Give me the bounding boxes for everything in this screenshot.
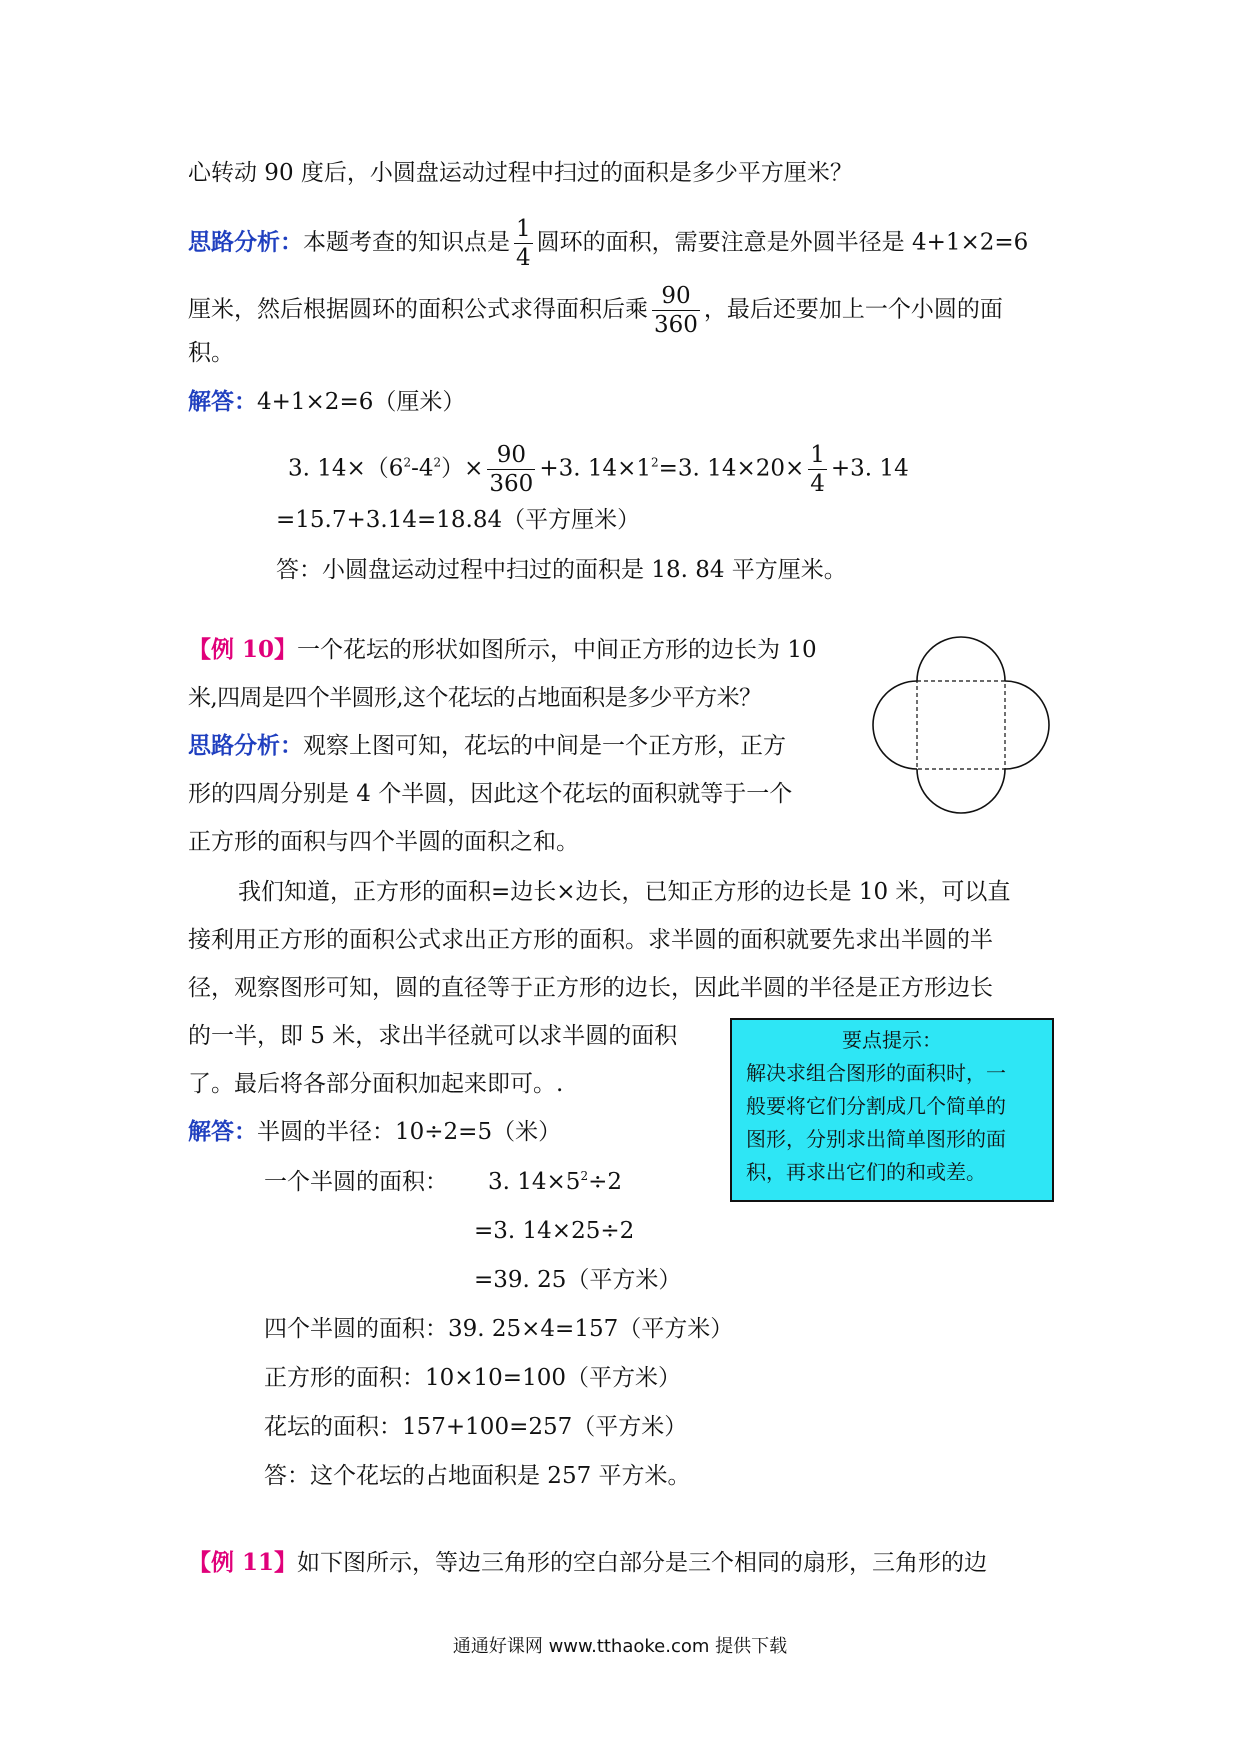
tip-line: 积，再求出它们的和或差。	[746, 1160, 986, 1184]
semicircle-top	[917, 637, 1005, 681]
tip-box	[730, 1018, 1054, 1202]
analysis-label: 思路分析：	[188, 228, 303, 256]
answer-line: 花坛的面积：157+100=257（平方米）	[264, 1414, 688, 1440]
answer-line: 四个半圆的面积：39. 25×4=157（平方米）	[264, 1316, 734, 1342]
semicircle-right	[1005, 681, 1049, 769]
analysis-line: 厘米，然后根据圆环的面积公式求得面积后乘 $\frac{90}{360}$ ，最后还要加上一个小圆的面	[188, 283, 1003, 338]
example-tag: 【例 11】	[188, 1549, 298, 1576]
answer-line: 正方形的面积：10×10=100（平方米）	[264, 1365, 681, 1391]
answer-line: 一个半圆的面积：	[264, 1169, 448, 1195]
answer-line: 解答：4+1×2=6（厘米）	[188, 388, 466, 415]
semicircle-bottom	[917, 769, 1005, 813]
text-line: 米,四周是四个半圆形,这个花坛的占地面积是多少平方米？	[188, 685, 762, 711]
answer-line: 答：小圆盘运动过程中扫过的面积是 18. 84 平方厘米。	[276, 557, 847, 583]
fraction: $\frac{1}{4}$	[810, 442, 825, 497]
calc-line: 3. $14\times(6^2-4^2)\times$ $\frac{90}{360}$ +3. $14\times 1^2=3$. 14×20× $\frac{1}{4}$ +3. 14	[288, 442, 909, 497]
fraction: $\frac{90}{360}$	[654, 283, 698, 338]
square-dashed	[917, 681, 1005, 769]
tip-line: 解决求组合图形的面积时，一	[746, 1061, 1006, 1085]
text-line: 心转动 90 度后，小圆盘运动过程中扫过的面积是多少平方厘米？	[188, 160, 853, 186]
page-footer: 通通好课网 www.tthaoke.com 提供下载	[452, 1636, 788, 1657]
analysis-line: 思路分析：观察上图可知，花坛的中间是一个正方形，正方	[188, 732, 786, 759]
calc-line: =15.7+3.14=18.84（平方厘米）	[276, 507, 641, 533]
example-title: 【例 11】如下图所示，等边三角形的空白部分是三个相同的扇形，三角形的边	[188, 1549, 988, 1576]
calc-line: 3. $14\times 5^2\div 2$	[488, 1169, 622, 1195]
answer-line: 解答：半圆的半径：10÷2=5（米）	[188, 1118, 562, 1145]
paragraph-line: 径，观察图形可知，圆的直径等于正方形的边长，因此半圆的半径是正方形边长	[188, 975, 993, 1001]
paragraph-line: 了。最后将各部分面积加起来即可。.	[188, 1071, 564, 1097]
paragraph-line: 的一半，即 5 米，求出半径就可以求半圆的面积	[188, 1023, 678, 1049]
analysis-label: 思路分析：	[188, 732, 303, 759]
example-tag: 【例 10】	[188, 636, 298, 663]
text-line: 积。	[188, 340, 234, 366]
answer-label: 解答：	[188, 388, 257, 415]
paragraph-line: 我们知道，正方形的面积=边长×边长，已知正方形的边长是 10 米，可以直	[238, 879, 1011, 905]
fraction: $\frac{1}{4}$	[516, 216, 531, 271]
paragraph-line: 接利用正方形的面积公式求出正方形的面积。求半圆的面积就要先求出半圆的半	[188, 927, 993, 953]
fraction: $\frac{90}{360}$	[489, 442, 534, 497]
tip-line: 般要将它们分割成几个简单的	[746, 1094, 1006, 1118]
answer-label: 解答：	[188, 1118, 257, 1145]
tip-title: 要点提示：	[842, 1028, 942, 1052]
example-title: 【例 10】一个花坛的形状如图所示，中间正方形的边长为 10	[188, 636, 817, 663]
flowerbed-diagram	[868, 632, 1054, 818]
calc-line: =3. 14×25÷2	[474, 1218, 635, 1244]
calc-line: =39. 25（平方米）	[474, 1267, 682, 1293]
text-line: 形的四周分别是 4 个半圆，因此这个花坛的面积就等于一个	[188, 781, 793, 807]
text-line: 正方形的面积与四个半圆的面积之和。	[188, 829, 579, 855]
answer-line: 答：这个花坛的占地面积是 257 平方米。	[264, 1463, 691, 1489]
semicircle-left	[873, 681, 917, 769]
tip-line: 图形，分别求出简单图形的面	[746, 1127, 1006, 1151]
analysis-line: 思路分析：本题考查的知识点是 $\frac{1}{4}$ 圆环的面积，需要注意是外圆半径是 4+1×2=6	[188, 216, 1029, 271]
